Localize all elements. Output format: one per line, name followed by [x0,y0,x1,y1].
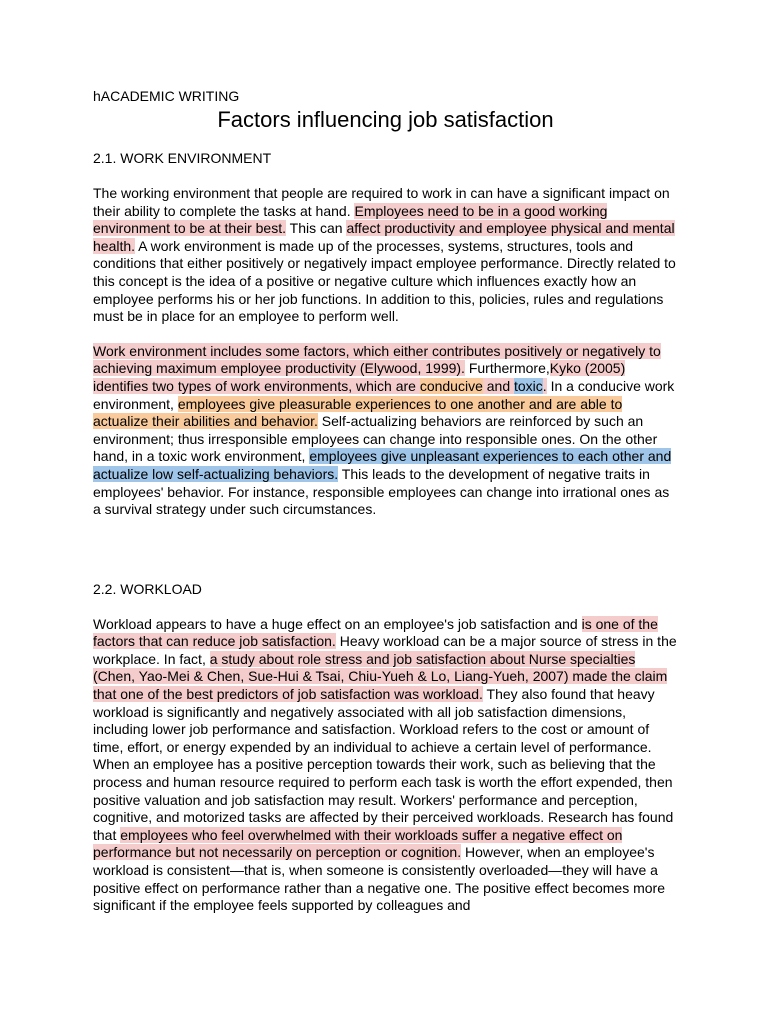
highlighted-text: Kyko (2005) identifies two types of work environments, which are [93,360,626,394]
text-segment: Self-actualizing behaviors are reinforced by such an environment; thus irresponsible employees can change into responsible ones. On the other hand, in a toxic work environment, [93,413,658,465]
text-segment: Workload appears to have a huge effect on an employee's job satisfaction and [93,615,582,632]
section-heading-work-environment: 2.1. WORK ENVIRONMENT [93,150,272,166]
highlighted-text: employees give unpleasant experiences to each other and actualize low self-actualizing behaviors. [93,448,672,482]
highlighted-text: Employees need to be in a good working environment to be at their best. [93,202,608,237]
paragraph [93,185,678,326]
highlighted-text: is one of the factors that can reduce job satisfaction. [93,615,658,650]
document-title: Factors influencing job satisfaction [217,107,554,132]
paragraph [93,616,678,915]
text-segment: The working environment that people are required to work in can have a significant impact on their ability to complete the tasks at hand. [93,185,670,219]
text-segment: A work environment is made up of the processes, systems, structures, tools and conditions that either positively or negatively impact employee performance. Directly related to this concept is the idea of a positive or negative culture which influences exactly how an employee performs his or her job functions. In addition to this, policies, rules and regulations must be in place for an employee to perform well. [93,237,676,325]
text-segment: Heavy workload can be a major source of stress in the workplace. In fact, [93,633,677,667]
highlighted-text: conducive [419,377,483,394]
section-spacer [93,536,678,580]
highlighted-text: . [542,377,547,394]
header-label: hACADEMIC WRITING [93,88,240,104]
text-segment: However, when an employee's workload is consistent—that is, when someone is consistently overloaded—they will have a positive effect on performance rather than a negative one. The positive effect becomes more significant if the employee feels supported by colleagues and [93,844,666,914]
highlighted-text: employees give pleasurable experiences to one another and are able to actualize their abilities and behavior. [93,395,623,430]
highlighted-text: affect productivity and employee physical and mental health. [93,220,675,254]
highlighted-text: employees who feel overwhelmed with their workloads suffer a negative effect on performance but not necessarily on perception or cognition. [93,826,623,861]
text-segment: Furthermore, [464,360,550,377]
highlighted-text: toxic [514,377,543,394]
paragraph [93,343,678,519]
highlighted-text: Work environment includes some factors, which either contributes positively or negatively to achieving maximum employee productivity (Elywood, 1999). [93,342,661,377]
section-heading-workload: 2.2. WORKLOAD [93,580,202,597]
highlighted-text: a study about role stress and job satisfaction about Nurse specialties (Chen, Yao-Mei & Chen, Sue-Hui & Tsai, Chiu-Yueh & Lo, Liang-Yueh, 2007) made the claim that one of the best predictors of job satisfaction was workload. [93,650,668,703]
text-segment: This leads to the development of negative traits in employees' behavior. For instance, responsible employees can change into irrational ones as a survival strategy under such circumstances. [93,465,670,518]
text-segment: This can [286,220,347,237]
text-segment: In a conducive work environment, [93,377,675,412]
highlighted-text: and [482,377,514,394]
text-segment: They also found that heavy workload is significantly and negatively associated with all job satisfaction dimensions, including lower job performance and satisfaction. Workload refers to the cost or amount of time, effort, or energy expended by an individual to achieve a certain level of performance. When an employee has a positive perception towards their work, such as believing that the process and human resource required to perform each task is worth the effort expended, then positive valuation and job satisfaction may result. Workers' performance and perception, cognitive, and motorized tasks are affected by their perceived workloads. Research has found that [93,686,674,843]
